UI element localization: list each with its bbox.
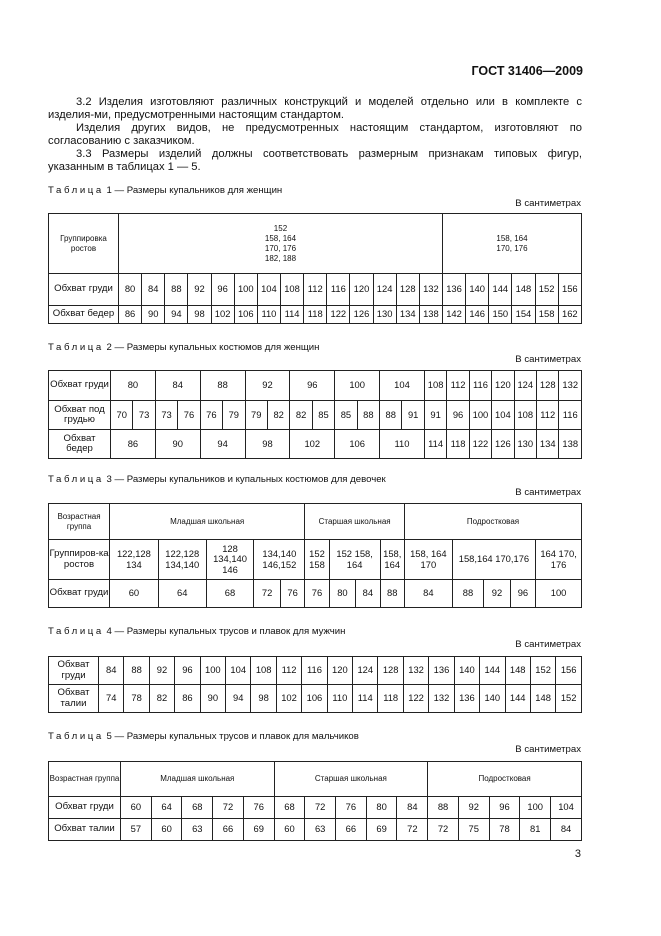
table4-caption: Таблица 4 — Размеры купальных трусов и плавок для мужчин bbox=[48, 626, 346, 637]
table4-cell: 152 bbox=[556, 685, 582, 713]
table5-cell: 75 bbox=[458, 819, 489, 841]
table4-cell: 112 bbox=[276, 657, 301, 685]
table2-cell: 134 bbox=[537, 430, 559, 459]
table4-cell: 148 bbox=[505, 657, 530, 685]
table4-unit: В сантиметрах bbox=[515, 639, 581, 650]
table2-cell: 84 bbox=[155, 371, 200, 401]
table2-cell: 112 bbox=[447, 371, 469, 401]
table5-cell: 92 bbox=[458, 797, 489, 819]
table5-cell: 96 bbox=[489, 797, 520, 819]
table5-cell: 68 bbox=[182, 797, 213, 819]
table3-height-cell: 134,140 146,152 bbox=[254, 540, 305, 580]
table1-cell: 136 bbox=[442, 274, 465, 306]
table2-cell: 128 bbox=[537, 371, 559, 401]
table4-cell: 92 bbox=[149, 657, 174, 685]
table1-cell: 98 bbox=[188, 306, 211, 324]
table3-height-cell: 158, 164 170 bbox=[404, 540, 452, 580]
table3-bust-cell: 80 bbox=[329, 580, 355, 608]
table3-bust-cell: 88 bbox=[452, 580, 484, 608]
table5-cell: 84 bbox=[551, 819, 582, 841]
table2-cell: 85 bbox=[335, 401, 357, 430]
table2-cell: 92 bbox=[245, 371, 290, 401]
table2-cell: 130 bbox=[514, 430, 536, 459]
table1-cell: 122 bbox=[327, 306, 350, 324]
table2-cell: 79 bbox=[223, 401, 245, 430]
table1-row-label: Обхват груди bbox=[49, 274, 119, 306]
table4-cell: 136 bbox=[429, 657, 454, 685]
table5-cell: 60 bbox=[274, 819, 305, 841]
table3-bust-cell: 64 bbox=[158, 580, 206, 608]
table1-cell: 120 bbox=[350, 274, 373, 306]
table2-cell: 96 bbox=[447, 401, 469, 430]
table2-cell: 100 bbox=[335, 371, 380, 401]
table1-cell: 140 bbox=[466, 274, 489, 306]
table5-cell: 63 bbox=[182, 819, 213, 841]
table1-cell: 154 bbox=[512, 306, 535, 324]
table5-group-junior: Младшая школьная bbox=[121, 762, 275, 797]
table1-cell: 150 bbox=[489, 306, 512, 324]
table2-cell: 106 bbox=[335, 430, 380, 459]
table1-cell: 130 bbox=[373, 306, 396, 324]
table4-cell: 116 bbox=[302, 657, 327, 685]
table4-cell: 124 bbox=[353, 657, 378, 685]
table4-cell: 144 bbox=[480, 657, 505, 685]
table1-cell: 128 bbox=[396, 274, 419, 306]
table4-cell: 132 bbox=[403, 657, 428, 685]
table4-cell: 118 bbox=[378, 685, 403, 713]
table1-cell: 80 bbox=[119, 274, 142, 306]
table5-cell: 72 bbox=[213, 797, 244, 819]
table4-cell: 152 bbox=[530, 657, 555, 685]
table4-cell: 114 bbox=[353, 685, 378, 713]
table-1 bbox=[48, 213, 582, 324]
table2-cell: 82 bbox=[267, 401, 289, 430]
table2-cell: 85 bbox=[312, 401, 334, 430]
table2-cell: 82 bbox=[290, 401, 312, 430]
table2-cell: 114 bbox=[424, 430, 446, 459]
table4-cell: 104 bbox=[226, 657, 251, 685]
table2-row-label: Обхват бедер bbox=[49, 430, 111, 459]
table1-cell: 86 bbox=[119, 306, 142, 324]
table4-cell: 94 bbox=[226, 685, 251, 713]
table3-bust-cell: 88 bbox=[380, 580, 404, 608]
table4-cell: 156 bbox=[556, 657, 582, 685]
table-3 bbox=[48, 503, 582, 608]
table5-cell: 81 bbox=[520, 819, 551, 841]
table1-cell: 90 bbox=[142, 306, 165, 324]
table1-cell: 116 bbox=[327, 274, 350, 306]
table1-cell: 104 bbox=[257, 274, 280, 306]
table2-cell: 116 bbox=[559, 401, 582, 430]
table5-cell: 100 bbox=[520, 797, 551, 819]
table-4 bbox=[48, 656, 582, 713]
table3-height-cell: 122,128 134 bbox=[110, 540, 159, 580]
table5-cell: 66 bbox=[213, 819, 244, 841]
table4-cell: 86 bbox=[175, 685, 200, 713]
table3-bust-cell: 68 bbox=[206, 580, 254, 608]
table5-cell: 60 bbox=[151, 819, 182, 841]
table2-cell: 104 bbox=[380, 371, 425, 401]
table2-cell: 132 bbox=[559, 371, 582, 401]
table5-cell: 72 bbox=[305, 797, 336, 819]
table3-bust-cell: 76 bbox=[280, 580, 304, 608]
table4-row-label: Обхват груди bbox=[49, 657, 99, 685]
table3-group-junior: Младшая школьная bbox=[110, 504, 305, 540]
table1-cell: 144 bbox=[489, 274, 512, 306]
table4-cell: 148 bbox=[530, 685, 555, 713]
table5-group-teen: Подростковая bbox=[428, 762, 582, 797]
table5-cell: 66 bbox=[336, 819, 367, 841]
table4-cell: 122 bbox=[403, 685, 428, 713]
table2-cell: 108 bbox=[514, 401, 536, 430]
table5-cell: 88 bbox=[428, 797, 459, 819]
table4-cell: 84 bbox=[99, 657, 124, 685]
table5-cell: 80 bbox=[366, 797, 397, 819]
table1-cell: 88 bbox=[165, 274, 188, 306]
table2-cell: 91 bbox=[402, 401, 424, 430]
paragraph-3-2: 3.2 Изделия изготовляют различных конструкций и моделей отдельно или в комплекте с изделия-ми, предусмотренными настоящим стандартом. bbox=[48, 96, 582, 122]
table4-cell: 106 bbox=[302, 685, 327, 713]
table2-cell: 118 bbox=[447, 430, 469, 459]
table3-height-cell: 122,128 134,140 bbox=[158, 540, 206, 580]
table5-cell: 72 bbox=[428, 819, 459, 841]
table4-cell: 96 bbox=[175, 657, 200, 685]
table1-cell: 152 bbox=[535, 274, 558, 306]
table2-cell: 120 bbox=[492, 371, 514, 401]
table1-cell: 100 bbox=[234, 274, 257, 306]
table2-cell: 122 bbox=[469, 430, 491, 459]
table4-cell: 108 bbox=[251, 657, 276, 685]
table1-heights-b: 158, 164 170, 176 bbox=[442, 214, 581, 274]
table2-cell: 110 bbox=[380, 430, 425, 459]
table1-cell: 106 bbox=[234, 306, 257, 324]
table-5 bbox=[48, 761, 582, 841]
table5-cell: 104 bbox=[551, 797, 582, 819]
table1-cell: 126 bbox=[350, 306, 373, 324]
table5-cell: 78 bbox=[489, 819, 520, 841]
table1-unit: В сантиметрах bbox=[515, 198, 581, 209]
table2-cell: 112 bbox=[537, 401, 559, 430]
table1-cell: 124 bbox=[373, 274, 396, 306]
table1-cell: 114 bbox=[280, 306, 303, 324]
table3-height-cell: 158, 164 bbox=[380, 540, 404, 580]
table1-cell: 84 bbox=[142, 274, 165, 306]
table3-bust-cell: 76 bbox=[305, 580, 329, 608]
table1-cell: 132 bbox=[419, 274, 442, 306]
table1-heights-a: 152 158, 164 170, 176 182, 188 bbox=[119, 214, 443, 274]
table2-cell: 91 bbox=[424, 401, 446, 430]
table1-cell: 110 bbox=[257, 306, 280, 324]
table4-cell: 102 bbox=[276, 685, 301, 713]
table1-cell: 158 bbox=[535, 306, 558, 324]
table1-cell: 148 bbox=[512, 274, 535, 306]
table1-cell: 102 bbox=[211, 306, 234, 324]
table5-cell: 57 bbox=[121, 819, 152, 841]
table3-age-label: Возрастная группа bbox=[49, 504, 110, 540]
table3-unit: В сантиметрах bbox=[515, 487, 581, 498]
table2-cell: 80 bbox=[111, 371, 156, 401]
table5-cell: 63 bbox=[305, 819, 336, 841]
table2-cell: 73 bbox=[133, 401, 155, 430]
table4-cell: 132 bbox=[429, 685, 454, 713]
paragraph-3-3: 3.3 Размеры изделий должны соответствовать размерным признакам типовых фигур, указанным в таблицах 1 — 5. bbox=[48, 148, 582, 174]
table5-cell: 72 bbox=[397, 819, 428, 841]
table5-caption: Таблица 5 — Размеры купальных трусов и плавок для мальчиков bbox=[48, 731, 359, 742]
table2-row-label: Обхват под грудью bbox=[49, 401, 111, 430]
table1-group-label: Группировка ростов bbox=[49, 214, 119, 274]
document-code: ГОСТ 31406—2009 bbox=[471, 64, 583, 78]
table3-bust-cell: 84 bbox=[404, 580, 452, 608]
table4-cell: 144 bbox=[505, 685, 530, 713]
table4-cell: 128 bbox=[378, 657, 403, 685]
table5-row-label: Обхват талии bbox=[49, 819, 121, 841]
table3-bust-cell: 96 bbox=[510, 580, 535, 608]
table2-cell: 138 bbox=[559, 430, 582, 459]
table3-group-teen: Подростковая bbox=[404, 504, 581, 540]
table2-unit: В сантиметрах bbox=[515, 354, 581, 365]
table2-cell: 126 bbox=[492, 430, 514, 459]
table1-cell: 108 bbox=[280, 274, 303, 306]
table1-cell: 138 bbox=[419, 306, 442, 324]
table3-group-senior: Старшая школьная bbox=[305, 504, 405, 540]
table2-cell: 96 bbox=[290, 371, 335, 401]
table4-cell: 120 bbox=[327, 657, 352, 685]
table1-cell: 118 bbox=[304, 306, 327, 324]
table4-cell: 88 bbox=[124, 657, 149, 685]
table1-caption: Таблица 1 — Размеры купальников для женщин bbox=[48, 185, 283, 196]
table3-height-cell: 158,164 170,176 bbox=[452, 540, 535, 580]
page-number: 3 bbox=[574, 848, 581, 860]
table2-cell: 76 bbox=[200, 401, 222, 430]
table1-cell: 156 bbox=[558, 274, 581, 306]
table2-cell: 70 bbox=[111, 401, 133, 430]
table4-cell: 136 bbox=[454, 685, 479, 713]
table2-cell: 76 bbox=[178, 401, 200, 430]
table2-cell: 102 bbox=[290, 430, 335, 459]
table4-cell: 82 bbox=[149, 685, 174, 713]
table2-cell: 73 bbox=[155, 401, 177, 430]
table3-bust-cell: 92 bbox=[484, 580, 510, 608]
table2-cell: 98 bbox=[245, 430, 290, 459]
table2-cell: 88 bbox=[357, 401, 379, 430]
table4-cell: 90 bbox=[200, 685, 225, 713]
table1-cell: 96 bbox=[211, 274, 234, 306]
table4-cell: 100 bbox=[200, 657, 225, 685]
table4-cell: 78 bbox=[124, 685, 149, 713]
table2-caption: Таблица 2 — Размеры купальных костюмов для женщин bbox=[48, 342, 320, 353]
table3-bust-cell: 84 bbox=[356, 580, 380, 608]
table5-unit: В сантиметрах bbox=[515, 744, 581, 755]
table2-cell: 100 bbox=[469, 401, 491, 430]
table2-cell: 116 bbox=[469, 371, 491, 401]
paragraph-3-2-b: Изделия других видов, не предусмотренных настоящим стандартом, изготовляют по согласованию с заказчиком. bbox=[48, 122, 582, 148]
table3-height-cell: 152 158, 164 bbox=[329, 540, 380, 580]
table5-cell: 69 bbox=[243, 819, 274, 841]
table4-cell: 140 bbox=[454, 657, 479, 685]
table5-cell: 76 bbox=[243, 797, 274, 819]
table2-cell: 88 bbox=[200, 371, 245, 401]
table4-cell: 140 bbox=[480, 685, 505, 713]
table2-cell: 86 bbox=[111, 430, 156, 459]
table4-cell: 98 bbox=[251, 685, 276, 713]
table5-group-senior: Старшая школьная bbox=[274, 762, 428, 797]
table3-height-cell: 128 134,140 146 bbox=[206, 540, 254, 580]
table2-cell: 124 bbox=[514, 371, 536, 401]
table3-caption: Таблица 3 — Размеры купальников и купальных костюмов для девочек bbox=[48, 474, 386, 485]
table5-row-label: Обхват груди bbox=[49, 797, 121, 819]
table1-cell: 134 bbox=[396, 306, 419, 324]
table2-cell: 108 bbox=[424, 371, 446, 401]
table3-height-label: Группиров-ка ростов bbox=[49, 540, 110, 580]
table4-row-label: Обхват талии bbox=[49, 685, 99, 713]
table1-cell: 112 bbox=[304, 274, 327, 306]
table5-cell: 68 bbox=[274, 797, 305, 819]
table2-cell: 90 bbox=[155, 430, 200, 459]
table5-cell: 84 bbox=[397, 797, 428, 819]
table1-cell: 162 bbox=[558, 306, 581, 324]
table5-cell: 60 bbox=[121, 797, 152, 819]
table-2 bbox=[48, 370, 582, 459]
table3-height-cell: 152 158 bbox=[305, 540, 329, 580]
table3-bust-cell: 60 bbox=[110, 580, 159, 608]
table3-bust-label: Обхват груди bbox=[49, 580, 110, 608]
table2-cell: 94 bbox=[200, 430, 245, 459]
table2-cell: 79 bbox=[245, 401, 267, 430]
table3-bust-cell: 100 bbox=[536, 580, 582, 608]
table5-cell: 76 bbox=[336, 797, 367, 819]
table1-cell: 94 bbox=[165, 306, 188, 324]
table2-row-label: Обхват груди bbox=[49, 371, 111, 401]
table1-cell: 92 bbox=[188, 274, 211, 306]
table3-height-cell: 164 170, 176 bbox=[536, 540, 582, 580]
table1-cell: 146 bbox=[466, 306, 489, 324]
table2-cell: 88 bbox=[380, 401, 402, 430]
table5-age-label: Возрастная группа bbox=[49, 762, 121, 797]
table3-bust-cell: 72 bbox=[254, 580, 280, 608]
table2-cell: 104 bbox=[492, 401, 514, 430]
table1-cell: 142 bbox=[442, 306, 465, 324]
table1-row-label: Обхват бедер bbox=[49, 306, 119, 324]
table4-cell: 110 bbox=[327, 685, 352, 713]
table5-cell: 64 bbox=[151, 797, 182, 819]
table5-cell: 69 bbox=[366, 819, 397, 841]
table4-cell: 74 bbox=[99, 685, 124, 713]
